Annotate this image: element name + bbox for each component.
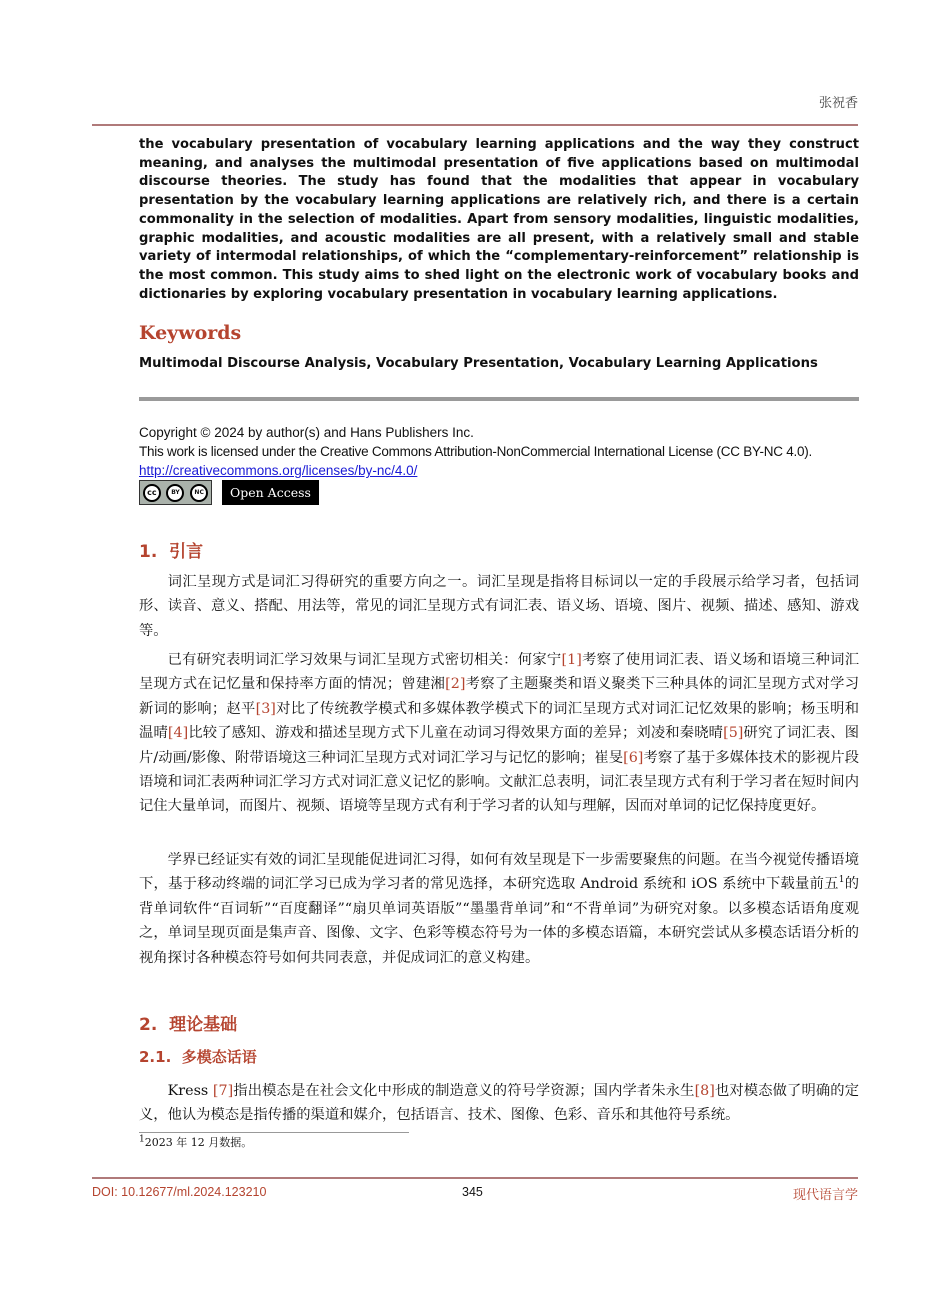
text-run: 比较了感知、游戏和描述呈现方式下儿童在动词习得效果方面的差异；刘凌和秦晓晴 (188, 725, 724, 742)
section-number: 1. (139, 542, 158, 562)
footer-doi[interactable]: DOI: 10.12677/ml.2024.123210 (92, 1185, 267, 1199)
cc-by-label: BY (171, 489, 180, 496)
by-icon (166, 484, 184, 502)
text-run: 指出模态是在社会文化中形成的制造意义的符号学资源；国内学者朱永生 (233, 1083, 695, 1099)
license-badges (139, 480, 319, 505)
intro-paragraph-3 (139, 848, 859, 970)
nc-icon (190, 484, 208, 502)
citation-link[interactable]: [8] (694, 1083, 715, 1099)
footnote-number: 1 (139, 1134, 145, 1145)
section-title: 引言 (169, 542, 204, 562)
section-title: 理论基础 (169, 1015, 238, 1035)
text-run: 考察了主题聚类和语义聚类下三种具体的词汇呈现方式对学习新词的影响；赵平 (139, 676, 860, 717)
section-divider (139, 397, 859, 401)
text-run: 学界已经证实有效的词汇呈现能促进词汇习得，如何有效呈现是下一步需要聚焦的问题。在当今视觉传播语境下，基于移动终端的词汇学习已成为学习者的常见选择，本研究选取 Android 系统和 iOS 系统中下载量前五 (139, 852, 859, 893)
open-access-badge[interactable]: Open Access (222, 480, 319, 505)
footnote (139, 1134, 252, 1150)
intro-paragraph-2 (139, 648, 859, 819)
journal-name: 现代语言学 (792, 1188, 858, 1203)
citation-link[interactable]: [5] (723, 725, 744, 742)
cc-by-nc-badge[interactable] (139, 480, 212, 505)
text-run: 已有研究表明词汇学习效果与词汇呈现方式密切相关：何家宁 (167, 652, 562, 668)
license-statement: This work is licensed under the Creative Commons Attribution-NonCommercial International License (CC BY-NC 4.0). (139, 444, 813, 459)
footnote-marker[interactable]: 1 (838, 875, 845, 886)
citation-link[interactable]: [4] (167, 725, 189, 742)
theory-paragraph-1 (139, 1079, 859, 1128)
citation-link[interactable]: [2] (445, 676, 466, 693)
footnote-rule (139, 1132, 409, 1133)
footer-rule (92, 1177, 858, 1179)
header-rule (92, 124, 858, 126)
intro-paragraph-1: 词汇呈现方式是词汇习得研究的重要方向之一。词汇呈现是指将目标词以一定的手段展示给学习者，包括词形、读音、意义、搭配、用法等，常见的词汇呈现方式有词汇表、语义场、语境、图片、视频、描述、感知、游戏等。 (139, 574, 859, 639)
text-run: 也对模态做了明确的定义，他认为模态是指传播的渠道和媒介，包括语言、技术、图像、色彩、音乐和其他符号系统。 (139, 1083, 860, 1124)
citation-link[interactable]: [1] (561, 652, 582, 668)
footnote-text: 2023 年 12 月数据。 (144, 1136, 253, 1149)
text-run: Kress (167, 1083, 213, 1099)
text-run: 考察了使用词汇表、语义场和语境三种词汇呈现方式在记忆量和保持率方面的情况；曾建湘 (139, 652, 860, 693)
cc-icon: cc (143, 484, 161, 502)
keywords-list: Multimodal Discourse Analysis, Vocabulary Presentation, Vocabulary Learning Applications (139, 356, 818, 371)
subsection-title: 多模态话语 (181, 1048, 257, 1066)
license-link[interactable]: http://creativecommons.org/licenses/by-nc/4.0/ (139, 463, 418, 478)
section-2-heading (139, 1010, 237, 1035)
text-run: 研究了词汇表、图片/动画/影像、附带语境这三种词汇呈现方式对词汇学习与记忆的影响；崔旻 (139, 725, 860, 766)
citation-link[interactable]: [7] (212, 1083, 234, 1099)
subsection-2-1-heading (139, 1046, 257, 1067)
text-run: 的背单词软件“百词斩”“百度翻译”“扇贝单词英语版”“墨墨背单词”和“不背单词”为研究对象。以多模态话语角度观之，单词呈现页面是集声音、图像、文字、色彩等模态符号为一体的多模态语篇，本研究尝试从多模态话语分析的视角探讨各种模态符号如何共同表意，并促成词汇的意义构建。 (139, 876, 859, 966)
keywords-heading: Keywords (139, 322, 242, 344)
text-run: 考察了基于多媒体技术的影视片段语境和词汇表两种词汇学习方式对词汇意义记忆的影响。文献汇总表明，词汇表呈现方式有利于学习者在短时间内记住大量单词，而图片、视频、语境等呈现方式有利于学习者的认知与理解，因而对单词的记忆保持度更好。 (139, 749, 859, 815)
running-header-author: 张祝香 (818, 96, 858, 111)
citation-link[interactable]: [6] (623, 749, 644, 766)
abstract-text: the vocabulary presentation of vocabulary learning applications and the way they construct meaning, and analyses the multimodal presentation of five applications based on multimodal discourse theories. The study has found that the modalities that appear in vocabulary presentation by the vocabulary learning applications are relatively rich, and there is a certain commonality in the selection of modalities. Apart from sensory modalities, linguistic modalities, graphic modalities, and acoustic modalities are all present, with a relatively small and stable variety of intermodal relationships, of which the “complementary-reinforcement” relationship is the most common. This study aims to shed light on the electronic work of vocabulary books and dictionaries by exploring vocabulary presentation in vocabulary learning applications. (139, 137, 859, 302)
cc-nc-label: NC (194, 489, 204, 496)
citation-link[interactable]: [3] (255, 700, 276, 717)
text-run: 对比了传统教学模式和多媒体教学模式下的词汇呈现方式对词汇记忆效果的影响；杨玉明和温晴 (139, 700, 859, 742)
section-1-heading (139, 537, 203, 562)
copyright-line: Copyright © 2024 by author(s) and Hans Publishers Inc. (139, 425, 474, 440)
license-block (139, 423, 869, 480)
page-number: 345 (462, 1185, 483, 1199)
section-number: 2. (139, 1015, 158, 1035)
subsection-number: 2.1. (139, 1048, 172, 1066)
